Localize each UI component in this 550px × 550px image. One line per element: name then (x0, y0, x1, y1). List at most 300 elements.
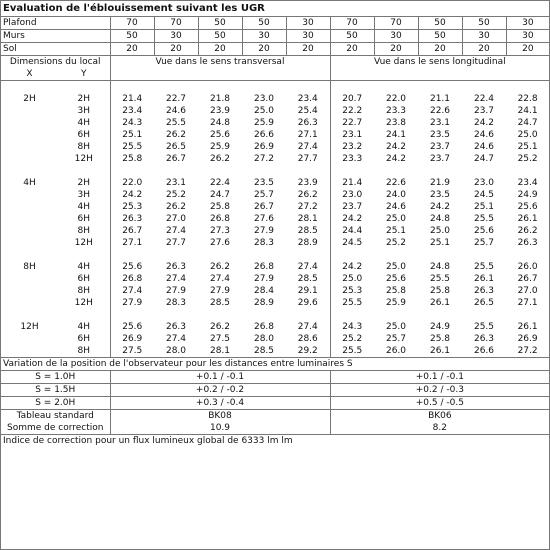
ugr-longitudinal-value: 24.6 (473, 130, 495, 140)
ugr-transverse-value: 22.0 (110, 177, 154, 189)
reflectance-value: 20 (418, 43, 462, 56)
ugr-transverse-value: 28.9 (297, 238, 318, 248)
longitudinal-label: Vue dans le sens longitudinal (330, 56, 549, 69)
ugr-transverse-value: 24.7 (209, 190, 231, 200)
ugr-longitudinal-value: 25.1 (385, 226, 407, 236)
ugr-transverse-value: 28.4 (253, 286, 275, 296)
correction-note: Indice de correction pour un flux lumineux global de 6333 lm lm (3, 436, 293, 446)
ugr-longitudinal-value: 26.9 (517, 334, 538, 344)
table-row (1, 321, 549, 333)
ugr-transverse-value: 27.4 (209, 274, 231, 284)
ugr-longitudinal-value: 27.2 (506, 345, 549, 358)
ugr-transverse-value: 27.6 (253, 214, 275, 224)
reflectance-value: 30 (462, 30, 506, 43)
ugr-longitudinal-value: 25.6 (385, 274, 407, 284)
transverse-header-spacer (110, 68, 330, 81)
ugr-longitudinal-value: 21.9 (429, 178, 451, 188)
room-x (1, 333, 58, 345)
ugr-longitudinal-value: 26.1 (517, 322, 538, 332)
ugr-longitudinal-value: 26.1 (429, 298, 451, 308)
ugr-transverse-value: 22.4 (209, 178, 231, 188)
ugr-transverse-value: 26.2 (209, 262, 231, 272)
gap-cell (1, 81, 110, 94)
room-x (1, 213, 58, 225)
ugr-transverse-value: 25.3 (110, 201, 154, 213)
ugr-table (1, 1, 549, 447)
ugr-transverse-value: 26.3 (110, 213, 154, 225)
reflectance-row (1, 30, 549, 43)
reflectance-value: 70 (374, 17, 418, 30)
ugr-transverse-value: 23.1 (165, 178, 187, 188)
gap-cell (110, 81, 330, 94)
ugr-longitudinal-value: 26.0 (517, 262, 538, 272)
ugr-longitudinal-value: 27.0 (517, 286, 538, 296)
ugr-longitudinal-value: 23.0 (473, 178, 495, 188)
ugr-transverse-value: 27.9 (110, 297, 154, 309)
room-x (1, 141, 58, 153)
ugr-longitudinal-value: 27.1 (517, 298, 538, 308)
reflectance-label: Murs (1, 30, 110, 43)
ugr-longitudinal-value: 23.3 (330, 153, 374, 165)
ugr-transverse-value: 25.7 (253, 190, 275, 200)
ugr-longitudinal-value: 20.7 (330, 93, 374, 105)
room-y: 12H (74, 298, 93, 308)
ugr-transverse-value: 26.2 (209, 154, 231, 164)
ugr-transverse-value: 21.4 (110, 93, 154, 105)
group-gap (1, 249, 549, 261)
variation-transverse: +0.3 / -0.4 (110, 397, 330, 410)
ugr-longitudinal-value: 23.8 (385, 118, 407, 128)
reflectance-value: 50 (198, 30, 242, 43)
ugr-longitudinal-value: 23.5 (429, 190, 451, 200)
room-x (1, 345, 58, 358)
ugr-transverse-value: 24.8 (209, 118, 231, 128)
room-x (1, 273, 58, 285)
ugr-longitudinal-value: 25.9 (385, 298, 407, 308)
ugr-transverse-value: 23.4 (110, 105, 154, 117)
table-row (1, 333, 549, 345)
room-y: 2H (77, 178, 90, 188)
room-y: 2H (77, 94, 90, 104)
ugr-longitudinal-value: 25.5 (473, 322, 495, 332)
ugr-transverse-value: 28.6 (297, 334, 318, 344)
ugr-transverse-value: 25.8 (110, 153, 154, 165)
room-x (1, 129, 58, 141)
ugr-longitudinal-value: 22.6 (429, 106, 451, 116)
reflectance-value: 50 (198, 17, 242, 30)
reflectance-value: 30 (242, 30, 286, 43)
group-gap (1, 81, 549, 94)
reflectance-value: 20 (286, 43, 330, 56)
reflectance-value: 30 (286, 17, 330, 30)
ugr-longitudinal-value: 26.5 (473, 298, 495, 308)
room-x (1, 237, 58, 249)
reflectance-value: 30 (286, 30, 330, 43)
note-row (1, 435, 549, 448)
ugr-transverse-value: 28.9 (253, 298, 275, 308)
table-row (1, 93, 549, 105)
ugr-transverse-value: 25.9 (209, 142, 231, 152)
correction-label: Somme de correction (1, 422, 110, 435)
ugr-longitudinal-value: 25.1 (517, 142, 538, 152)
ugr-transverse-value: 27.4 (165, 334, 187, 344)
ugr-transverse-value: 25.6 (110, 261, 154, 273)
ugr-transverse-value: 26.3 (165, 262, 187, 272)
room-x (1, 189, 58, 201)
ugr-transverse-value: 26.2 (165, 202, 187, 212)
header-row (1, 56, 549, 69)
reflectance-value: 30 (154, 30, 198, 43)
ugr-transverse-value: 27.1 (297, 130, 318, 140)
reflectance-value: 50 (330, 30, 374, 43)
ugr-longitudinal-value: 24.2 (330, 261, 374, 273)
ugr-longitudinal-value: 25.0 (385, 214, 407, 224)
ugr-longitudinal-value: 23.0 (330, 189, 374, 201)
standard-row (1, 410, 549, 423)
room-x (1, 285, 58, 297)
ugr-transverse-value: 27.4 (297, 322, 318, 332)
ugr-transverse-value: 27.5 (110, 345, 154, 358)
ugr-longitudinal-value: 25.7 (473, 238, 495, 248)
ugr-transverse-value: 28.1 (198, 345, 242, 358)
ugr-longitudinal-value: 22.8 (517, 94, 538, 104)
ugr-longitudinal-value: 24.2 (473, 118, 495, 128)
room-x (1, 153, 58, 165)
ugr-longitudinal-value: 25.5 (330, 297, 374, 309)
variation-header-row (1, 358, 549, 371)
ugr-transverse-value: 24.6 (165, 106, 187, 116)
ugr-longitudinal-value: 23.5 (429, 130, 451, 140)
ugr-transverse-value: 27.2 (253, 154, 275, 164)
standard-longitudinal: BK06 (330, 410, 549, 423)
ugr-transverse-value: 28.0 (154, 345, 198, 358)
ugr-transverse-value: 26.6 (253, 130, 275, 140)
longitudinal-header-spacer (330, 68, 549, 81)
ugr-longitudinal-value: 25.5 (330, 345, 374, 358)
ugr-longitudinal-value: 24.4 (330, 225, 374, 237)
room-x: 2H (23, 94, 36, 104)
reflectance-row (1, 43, 549, 56)
ugr-transverse-value: 26.8 (253, 262, 275, 272)
room-y: 8H (58, 345, 110, 358)
reflectance-value: 20 (110, 43, 154, 56)
ugr-transverse-value: 26.2 (297, 190, 318, 200)
ugr-longitudinal-value: 24.0 (385, 190, 407, 200)
ugr-transverse-value: 26.9 (110, 333, 154, 345)
ugr-longitudinal-value: 24.7 (473, 154, 495, 164)
ugr-transverse-value: 27.9 (253, 274, 275, 284)
reflectance-label: Plafond (1, 17, 110, 30)
ugr-transverse-value: 24.2 (110, 189, 154, 201)
reflectance-label: Sol (1, 43, 110, 56)
spacing-label: S = 2.0H (1, 397, 110, 410)
ugr-longitudinal-value: 26.3 (517, 238, 538, 248)
transverse-label: Vue dans le sens transversal (110, 56, 330, 69)
table-row (1, 237, 549, 249)
table-title: Evaluation de l'éblouissement suivant les UGR (1, 1, 549, 17)
room-x (1, 225, 58, 237)
ugr-transverse-value: 25.4 (297, 106, 318, 116)
table-row (1, 261, 549, 273)
table-row (1, 177, 549, 189)
room-y: 4H (77, 322, 90, 332)
ugr-transverse-value: 27.4 (165, 274, 187, 284)
reflectance-value: 30 (374, 30, 418, 43)
room-y: 8H (77, 286, 90, 296)
ugr-longitudinal-value: 25.2 (385, 238, 407, 248)
ugr-transverse-value: 27.7 (165, 238, 187, 248)
room-y: 12H (74, 238, 93, 248)
ugr-transverse-value: 29.1 (297, 286, 318, 296)
ugr-longitudinal-value: 25.0 (517, 130, 538, 140)
table-row (1, 141, 549, 153)
ugr-transverse-value: 27.2 (297, 202, 318, 212)
reflectance-value: 50 (462, 17, 506, 30)
ugr-longitudinal-value: 24.3 (330, 321, 374, 333)
reflectance-value: 20 (242, 43, 286, 56)
gap-cell (110, 309, 330, 321)
ugr-longitudinal-value: 25.3 (330, 285, 374, 297)
ugr-longitudinal-value: 25.2 (517, 154, 538, 164)
gap-cell (110, 249, 330, 261)
reflectance-value: 50 (110, 30, 154, 43)
ugr-transverse-value: 23.4 (297, 94, 318, 104)
ugr-transverse-value: 25.6 (110, 321, 154, 333)
ugr-transverse-value: 23.0 (253, 94, 275, 104)
reflectance-value: 30 (506, 30, 549, 43)
ugr-transverse-value: 26.8 (209, 214, 231, 224)
group-gap (1, 309, 549, 321)
ugr-longitudinal-value: 22.7 (330, 117, 374, 129)
title-row (1, 1, 549, 17)
gap-cell (330, 165, 549, 177)
spacing-label: S = 1.0H (1, 371, 110, 384)
ugr-transverse-value: 26.5 (165, 142, 187, 152)
ugr-longitudinal-value: 23.1 (429, 118, 451, 128)
variation-label: Variation de la position de l'observateur pour les distances entre luminaires S (1, 358, 549, 371)
ugr-longitudinal-value: 21.4 (330, 177, 374, 189)
ugr-transverse-value: 26.2 (165, 130, 187, 140)
ugr-longitudinal-value: 26.6 (462, 345, 506, 358)
ugr-longitudinal-value: 22.0 (385, 94, 407, 104)
table-row (1, 201, 549, 213)
table-row (1, 129, 549, 141)
room-x: 8H (23, 262, 36, 272)
ugr-longitudinal-value: 23.7 (473, 106, 495, 116)
ugr-longitudinal-value: 25.1 (429, 238, 451, 248)
ugr-transverse-value: 27.0 (165, 214, 187, 224)
table-row (1, 117, 549, 129)
reflectance-value: 20 (154, 43, 198, 56)
ugr-transverse-value: 27.3 (209, 226, 231, 236)
variation-longitudinal: +0.1 / -0.1 (330, 371, 549, 384)
reflectance-value: 20 (374, 43, 418, 56)
ugr-transverse-value: 26.3 (165, 322, 187, 332)
table-row (1, 105, 549, 117)
ugr-longitudinal-value: 24.2 (330, 213, 374, 225)
ugr-longitudinal-value: 26.1 (473, 274, 495, 284)
ugr-longitudinal-value: 22.2 (330, 105, 374, 117)
table-row (1, 153, 549, 165)
ugr-longitudinal-value: 23.3 (385, 106, 407, 116)
ugr-longitudinal-value: 26.0 (374, 345, 418, 358)
ugr-longitudinal-value: 24.5 (473, 190, 495, 200)
standard-transverse: BK08 (110, 410, 330, 423)
ugr-transverse-value: 26.3 (297, 118, 318, 128)
ugr-longitudinal-value: 23.7 (429, 142, 451, 152)
ugr-transverse-value: 23.9 (297, 178, 318, 188)
ugr-longitudinal-value: 24.9 (517, 190, 538, 200)
ugr-transverse-value: 25.6 (209, 130, 231, 140)
ugr-longitudinal-value: 24.2 (385, 142, 407, 152)
ugr-longitudinal-value: 22.6 (385, 178, 407, 188)
ugr-transverse-value: 26.2 (209, 322, 231, 332)
table-row (1, 273, 549, 285)
room-x (1, 297, 58, 309)
ugr-longitudinal-value: 26.1 (517, 214, 538, 224)
room-y: 6H (77, 130, 90, 140)
ugr-transverse-value: 23.9 (209, 106, 231, 116)
ugr-transverse-value: 28.5 (297, 274, 318, 284)
room-x (1, 201, 58, 213)
ugr-longitudinal-value: 25.8 (429, 334, 451, 344)
ugr-longitudinal-value: 24.8 (429, 214, 451, 224)
ugr-longitudinal-value: 24.6 (385, 202, 407, 212)
header-axis-row (1, 68, 549, 81)
ugr-transverse-value: 25.2 (165, 190, 187, 200)
variation-transverse: +0.1 / -0.1 (110, 371, 330, 384)
variation-longitudinal: +0.2 / -0.3 (330, 384, 549, 397)
reflectance-value: 70 (154, 17, 198, 30)
ugr-transverse-value: 25.5 (110, 141, 154, 153)
reflectance-value: 30 (506, 17, 549, 30)
room-y: 8H (77, 142, 90, 152)
ugr-longitudinal-value: 23.7 (429, 154, 451, 164)
ugr-transverse-value: 28.3 (165, 298, 187, 308)
room-y: 4H (77, 262, 90, 272)
ugr-transverse-value: 25.0 (253, 106, 275, 116)
ugr-transverse-value: 23.5 (253, 178, 275, 188)
ugr-longitudinal-value: 25.6 (473, 226, 495, 236)
ugr-transverse-value: 25.9 (253, 118, 275, 128)
ugr-longitudinal-value: 25.5 (429, 274, 451, 284)
ugr-longitudinal-value: 25.2 (330, 333, 374, 345)
reflectance-value: 50 (418, 17, 462, 30)
ugr-longitudinal-value: 22.4 (473, 94, 495, 104)
ugr-longitudinal-value: 23.4 (517, 178, 538, 188)
ugr-transverse-value: 27.9 (253, 226, 275, 236)
correction-longitudinal: 8.2 (330, 422, 549, 435)
reflectance-row (1, 17, 549, 30)
ugr-transverse-value: 29.2 (286, 345, 330, 358)
ugr-transverse-value: 28.5 (209, 298, 231, 308)
reflectance-value: 20 (506, 43, 549, 56)
gap-cell (330, 249, 549, 261)
gap-cell (110, 165, 330, 177)
variation-longitudinal: +0.5 / -0.5 (330, 397, 549, 410)
room-x: 12H (20, 322, 39, 332)
ugr-transverse-value: 27.1 (110, 237, 154, 249)
ugr-transverse-value: 25.8 (209, 202, 231, 212)
ugr-longitudinal-value: 26.3 (473, 334, 495, 344)
variation-transverse: +0.2 / -0.2 (110, 384, 330, 397)
variation-row (1, 397, 549, 410)
correction-transverse: 10.9 (110, 422, 330, 435)
ugr-longitudinal-value: 25.7 (385, 334, 407, 344)
ugr-longitudinal-value: 26.3 (473, 286, 495, 296)
ugr-transverse-value: 28.5 (242, 345, 286, 358)
correction-row (1, 422, 549, 435)
gap-cell (1, 309, 110, 321)
ugr-longitudinal-value: 25.8 (385, 286, 407, 296)
group-gap (1, 165, 549, 177)
room-x (1, 105, 58, 117)
gap-cell (1, 165, 110, 177)
ugr-transverse-value: 29.6 (297, 298, 318, 308)
ugr-longitudinal-value: 24.6 (473, 142, 495, 152)
reflectance-value: 70 (110, 17, 154, 30)
ugr-longitudinal-value: 24.7 (517, 118, 538, 128)
ugr-transverse-value: 26.8 (253, 322, 275, 332)
reflectance-value: 20 (198, 43, 242, 56)
reflectance-value: 50 (242, 17, 286, 30)
ugr-transverse-value: 27.6 (209, 238, 231, 248)
room-y: 8H (77, 226, 90, 236)
reflectance-value: 20 (462, 43, 506, 56)
room-y: 4H (77, 118, 90, 128)
ugr-longitudinal-value: 24.1 (517, 106, 538, 116)
gap-cell (330, 309, 549, 321)
room-y: 6H (77, 334, 90, 344)
ugr-transverse-value: 25.5 (165, 118, 187, 128)
ugr-transverse-value: 27.4 (297, 142, 318, 152)
ugr-longitudinal-value: 23.1 (330, 129, 374, 141)
room-y: 4H (77, 202, 90, 212)
ugr-longitudinal-value: 26.7 (517, 274, 538, 284)
ugr-transverse-value: 28.1 (297, 214, 318, 224)
ugr-longitudinal-value: 25.0 (385, 322, 407, 332)
ugr-transverse-value: 26.7 (253, 202, 275, 212)
ugr-transverse-value: 22.7 (165, 94, 187, 104)
ugr-longitudinal-value: 24.8 (429, 262, 451, 272)
ugr-longitudinal-value: 25.6 (517, 202, 538, 212)
gap-cell (330, 81, 549, 94)
table-row (1, 285, 549, 297)
room-x: 4H (23, 178, 36, 188)
ugr-transverse-value: 27.4 (165, 226, 187, 236)
ugr-longitudinal-value: 23.7 (330, 201, 374, 213)
gap-cell (1, 249, 110, 261)
room-x (1, 117, 58, 129)
ugr-longitudinal-value: 21.1 (429, 94, 451, 104)
ugr-transverse-value: 28.0 (253, 334, 275, 344)
room-y: 6H (77, 214, 90, 224)
ugr-longitudinal-value: 24.2 (429, 202, 451, 212)
reflectance-value: 20 (330, 43, 374, 56)
reflectance-value: 50 (418, 30, 462, 43)
ugr-body (1, 1, 549, 447)
ugr-longitudinal-value: 25.0 (385, 262, 407, 272)
ugr-longitudinal-value: 25.1 (473, 202, 495, 212)
ugr-longitudinal-value: 24.5 (330, 237, 374, 249)
y-label: Y (58, 68, 110, 81)
ugr-transverse-value: 26.7 (110, 225, 154, 237)
ugr-transverse-value: 27.5 (209, 334, 231, 344)
variation-row (1, 371, 549, 384)
table-row (1, 189, 549, 201)
ugr-transverse-value: 24.3 (110, 117, 154, 129)
room-y: 6H (77, 274, 90, 284)
